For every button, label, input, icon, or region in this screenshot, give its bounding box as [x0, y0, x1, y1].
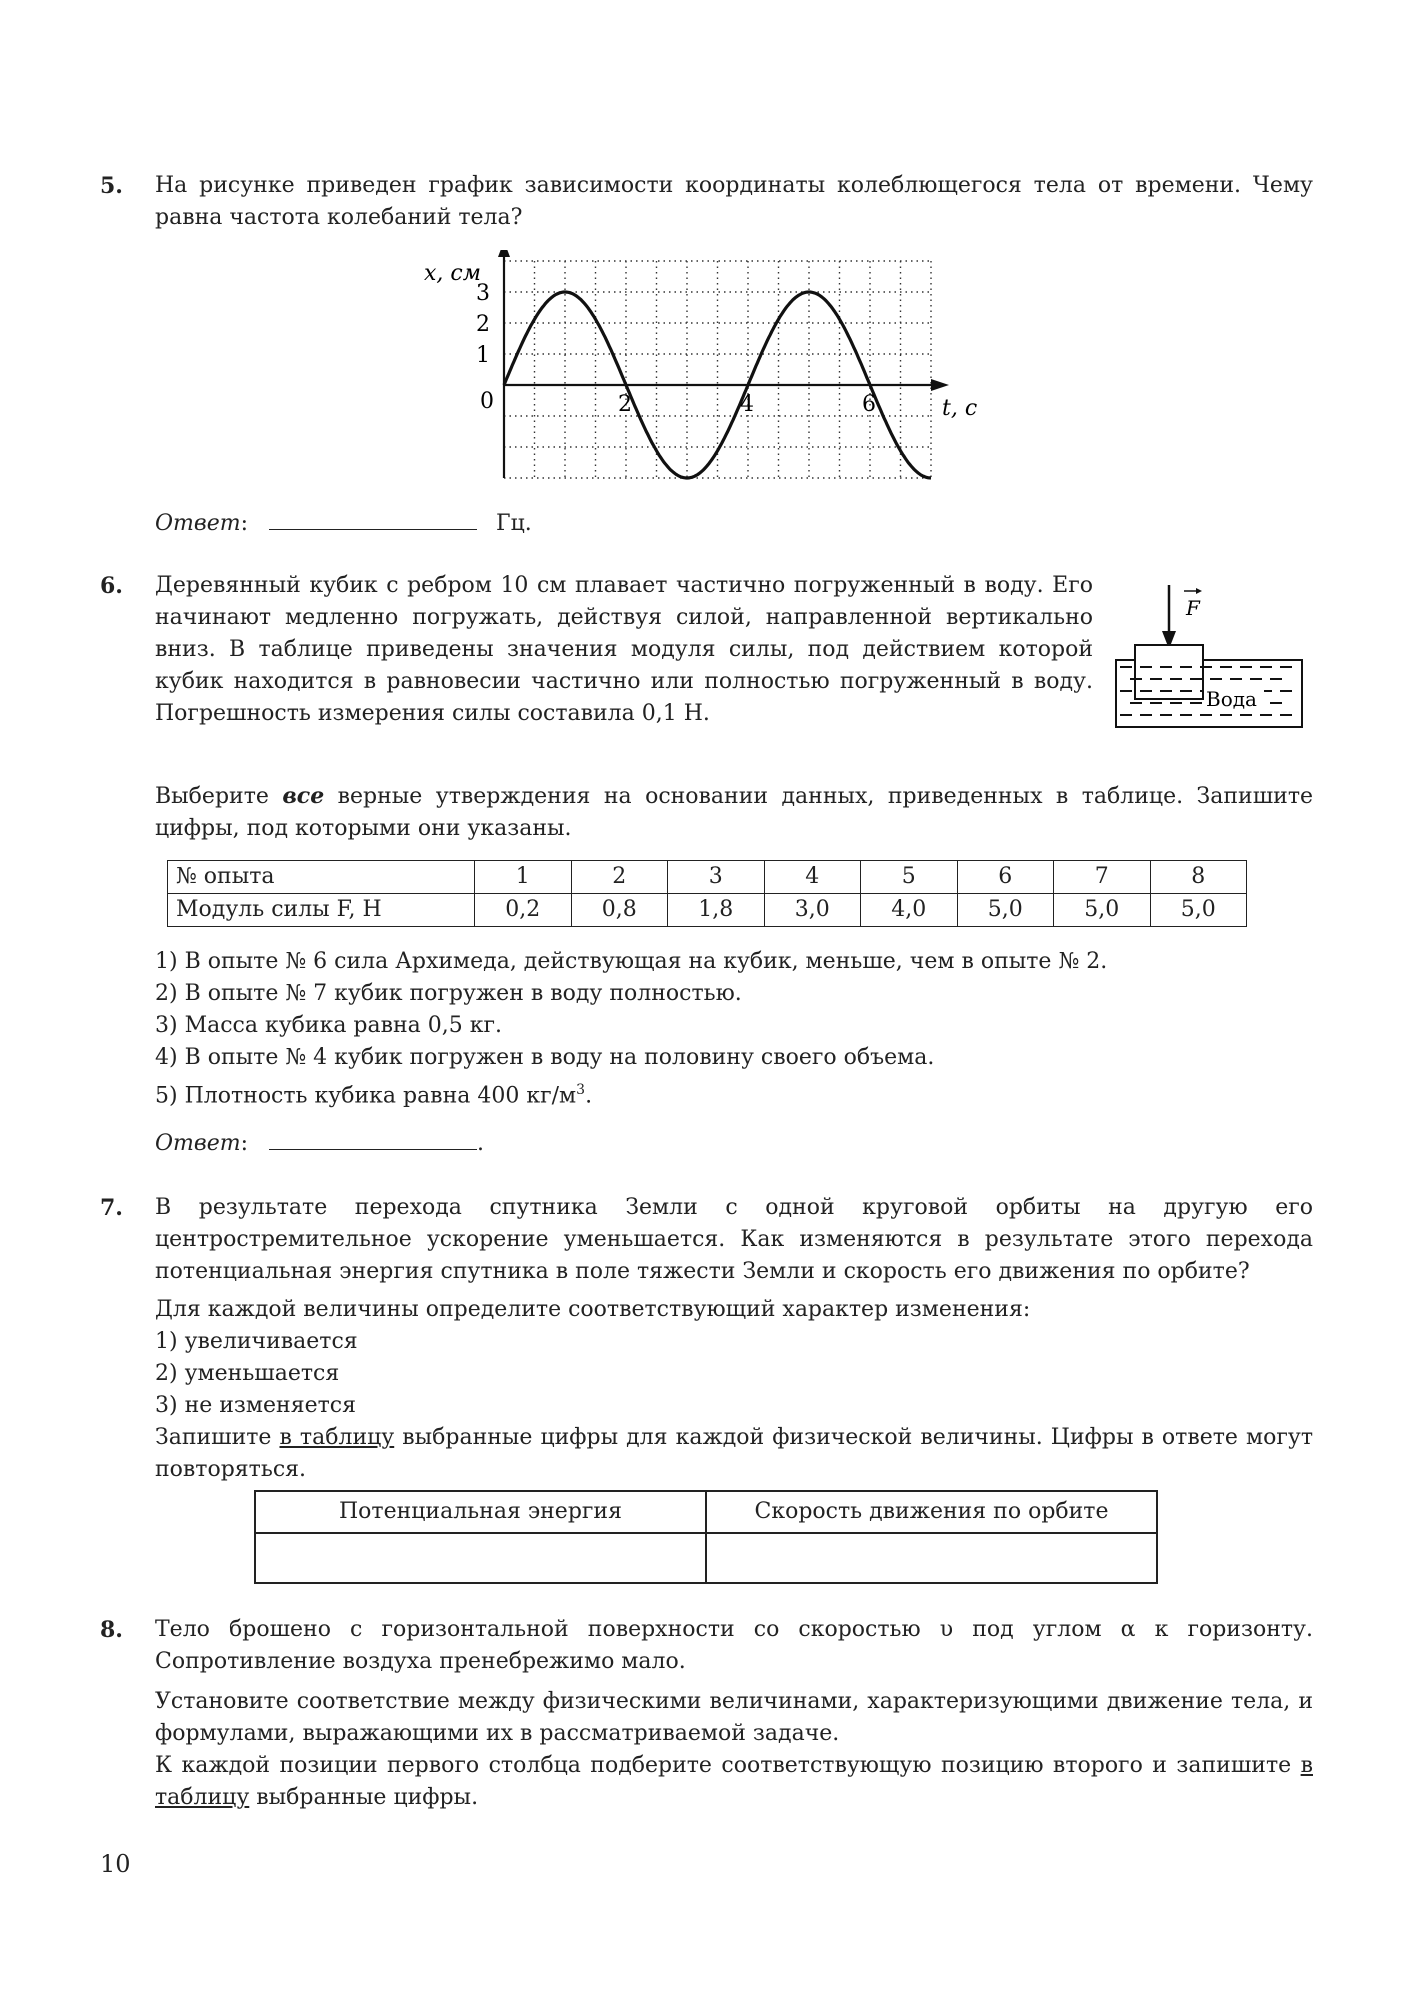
q7-option: 3) не изменяется	[155, 1393, 356, 1418]
water-label: Вода	[1206, 687, 1257, 711]
y-axis-label: x, см	[424, 261, 481, 286]
q6-answer-field[interactable]	[269, 1129, 477, 1150]
q6-data-table	[167, 860, 1247, 927]
q5-text: На рисунке приведен график зависимости координаты колеблющегося тела от времени. Чему равна частота колебаний тела?	[155, 173, 1313, 230]
origin-label: 0	[480, 389, 494, 414]
q6-option-5: 5) Плотность кубика равна 400 $кг/м^3$.	[155, 1082, 593, 1109]
q8-text-block	[155, 1614, 1313, 1814]
q6-option-3: 3) Масса кубика равна 0,5 кг.	[155, 1013, 503, 1038]
exp-cell: 7	[1054, 861, 1151, 894]
exp-cell: 8	[1150, 861, 1247, 894]
q6-answer: Ответ: .	[155, 1131, 485, 1156]
q6-answer-label: Ответ	[155, 1131, 241, 1156]
q7-number: 7.	[100, 1195, 123, 1221]
q7-col1-header: Потенциальная энергия	[255, 1491, 706, 1533]
q7-answer-cell-1[interactable]	[255, 1533, 706, 1583]
force-cell: 5,0	[1150, 894, 1247, 927]
y-tick-label: 3	[476, 281, 490, 306]
table-row	[255, 1491, 1157, 1533]
q5-number: 5.	[100, 173, 123, 199]
y-axis-arrow	[498, 250, 510, 257]
q7-table-link[interactable]: в таблицу	[279, 1425, 395, 1450]
q8-para2: Установите соответствие между физическими величинами, характеризующими движение тела, и формулами, выражающими их в рассматриваемой задаче.	[155, 1689, 1313, 1746]
q5-answer-label: Ответ	[155, 511, 241, 536]
q7-answer-table	[254, 1490, 1158, 1584]
y-tick-label: 1	[476, 343, 490, 368]
q7-col2-header: Скорость движения по орбите	[706, 1491, 1157, 1533]
q7-instruction: Для каждой величины определите соответствующий характер изменения:	[155, 1297, 1031, 1322]
q6-options	[155, 946, 1313, 1112]
q7-option: 2) уменьшается	[155, 1361, 340, 1386]
x-axis-arrow	[931, 379, 949, 391]
q7-text-block	[155, 1192, 1313, 1486]
force-cell: 0,8	[571, 894, 668, 927]
q7-text: В результате перехода спутника Земли с одной круговой орбиты на другую его центростремительное ускорение уменьшается. Как изменяются в результате этого перехода потенциальная энергия спутника в поле тяжести Земли и скорость его движения по орбите?	[155, 1195, 1313, 1284]
table-header-experiment: № опыта	[168, 861, 475, 894]
q8-para3: К каждой позиции первого столбца подберите соответствующую позицию второго и запишите в таблицу выбранные цифры.	[155, 1753, 1313, 1810]
q5-text-block	[155, 170, 1313, 234]
q8-number: 8.	[100, 1617, 123, 1643]
q5-answer: Ответ: Гц.	[155, 511, 532, 536]
q8-text: Тело брошено с горизонтальной поверхности со скоростью υ под углом α к горизонту. Сопротивление воздуха пренебрежимо мало.	[155, 1617, 1313, 1674]
q5-answer-unit: Гц.	[496, 511, 532, 536]
x-axis-label: t, с	[942, 396, 978, 421]
exp-cell: 1	[475, 861, 572, 894]
q5-answer-field[interactable]	[269, 509, 477, 530]
cube-in-water-figure	[1110, 575, 1310, 735]
q6-number: 6.	[100, 573, 123, 599]
force-label: F	[1186, 596, 1200, 620]
exp-cell: 4	[764, 861, 861, 894]
q6-option-4: 4) В опыте № 4 кубик погружен в воду на половину своего объема.	[155, 1045, 935, 1070]
q6-instruction: Выберите все верные утверждения на основании данных, приведенных в таблице. Запишите цифры, под которыми они указаны.	[155, 783, 1314, 841]
q8-table-link[interactable]: в таблицу	[155, 1753, 1313, 1810]
table-header-force: Модуль силы F, Н	[168, 894, 475, 927]
force-cell: 0,2	[475, 894, 572, 927]
y-tick-label: 2	[476, 312, 490, 337]
exp-cell: 5	[861, 861, 958, 894]
q6-text: Деревянный кубик с ребром 10 см плавает частично погруженный в воду. Его начинают медленно погружать, действуя силой, направленной вертикально вниз. В таблице приведены значения модуля силы, под действием которой кубик находится в равновесии частично или полностью погруженный в воду. Погрешность измерения силы составила 0,1 Н.	[155, 573, 1093, 726]
force-cell: 4,0	[861, 894, 958, 927]
q7-answer-cell-2[interactable]	[706, 1533, 1157, 1583]
force-cell: 3,0	[764, 894, 861, 927]
x-tick-label: 6	[862, 392, 876, 417]
q6-option-1: 1) В опыте № 6 сила Архимеда, действующая на кубик, меньше, чем в опыте № 2.	[155, 949, 1108, 974]
exp-cell: 2	[571, 861, 668, 894]
force-cell: 1,8	[668, 894, 765, 927]
exp-cell: 6	[957, 861, 1054, 894]
table-row	[168, 894, 1247, 927]
x-tick-label: 4	[740, 392, 754, 417]
q6-text-block	[155, 570, 1093, 730]
exp-cell: 3	[668, 861, 765, 894]
q7-write-instruction: Запишите в таблицу выбранные цифры для каждой физической величины. Цифры в ответе могут повторяться.	[155, 1425, 1313, 1482]
oscillation-chart	[420, 250, 1000, 490]
table-row	[168, 861, 1247, 894]
table-row	[255, 1533, 1157, 1583]
q7-options	[155, 1326, 1313, 1422]
x-tick-label: 2	[618, 392, 632, 417]
force-cell: 5,0	[957, 894, 1054, 927]
q7-option: 1) увеличивается	[155, 1329, 358, 1354]
force-cell: 5,0	[1054, 894, 1151, 927]
q6-option-2: 2) В опыте № 7 кубик погружен в воду полностью.	[155, 981, 742, 1006]
page-number: 10	[100, 1850, 131, 1878]
